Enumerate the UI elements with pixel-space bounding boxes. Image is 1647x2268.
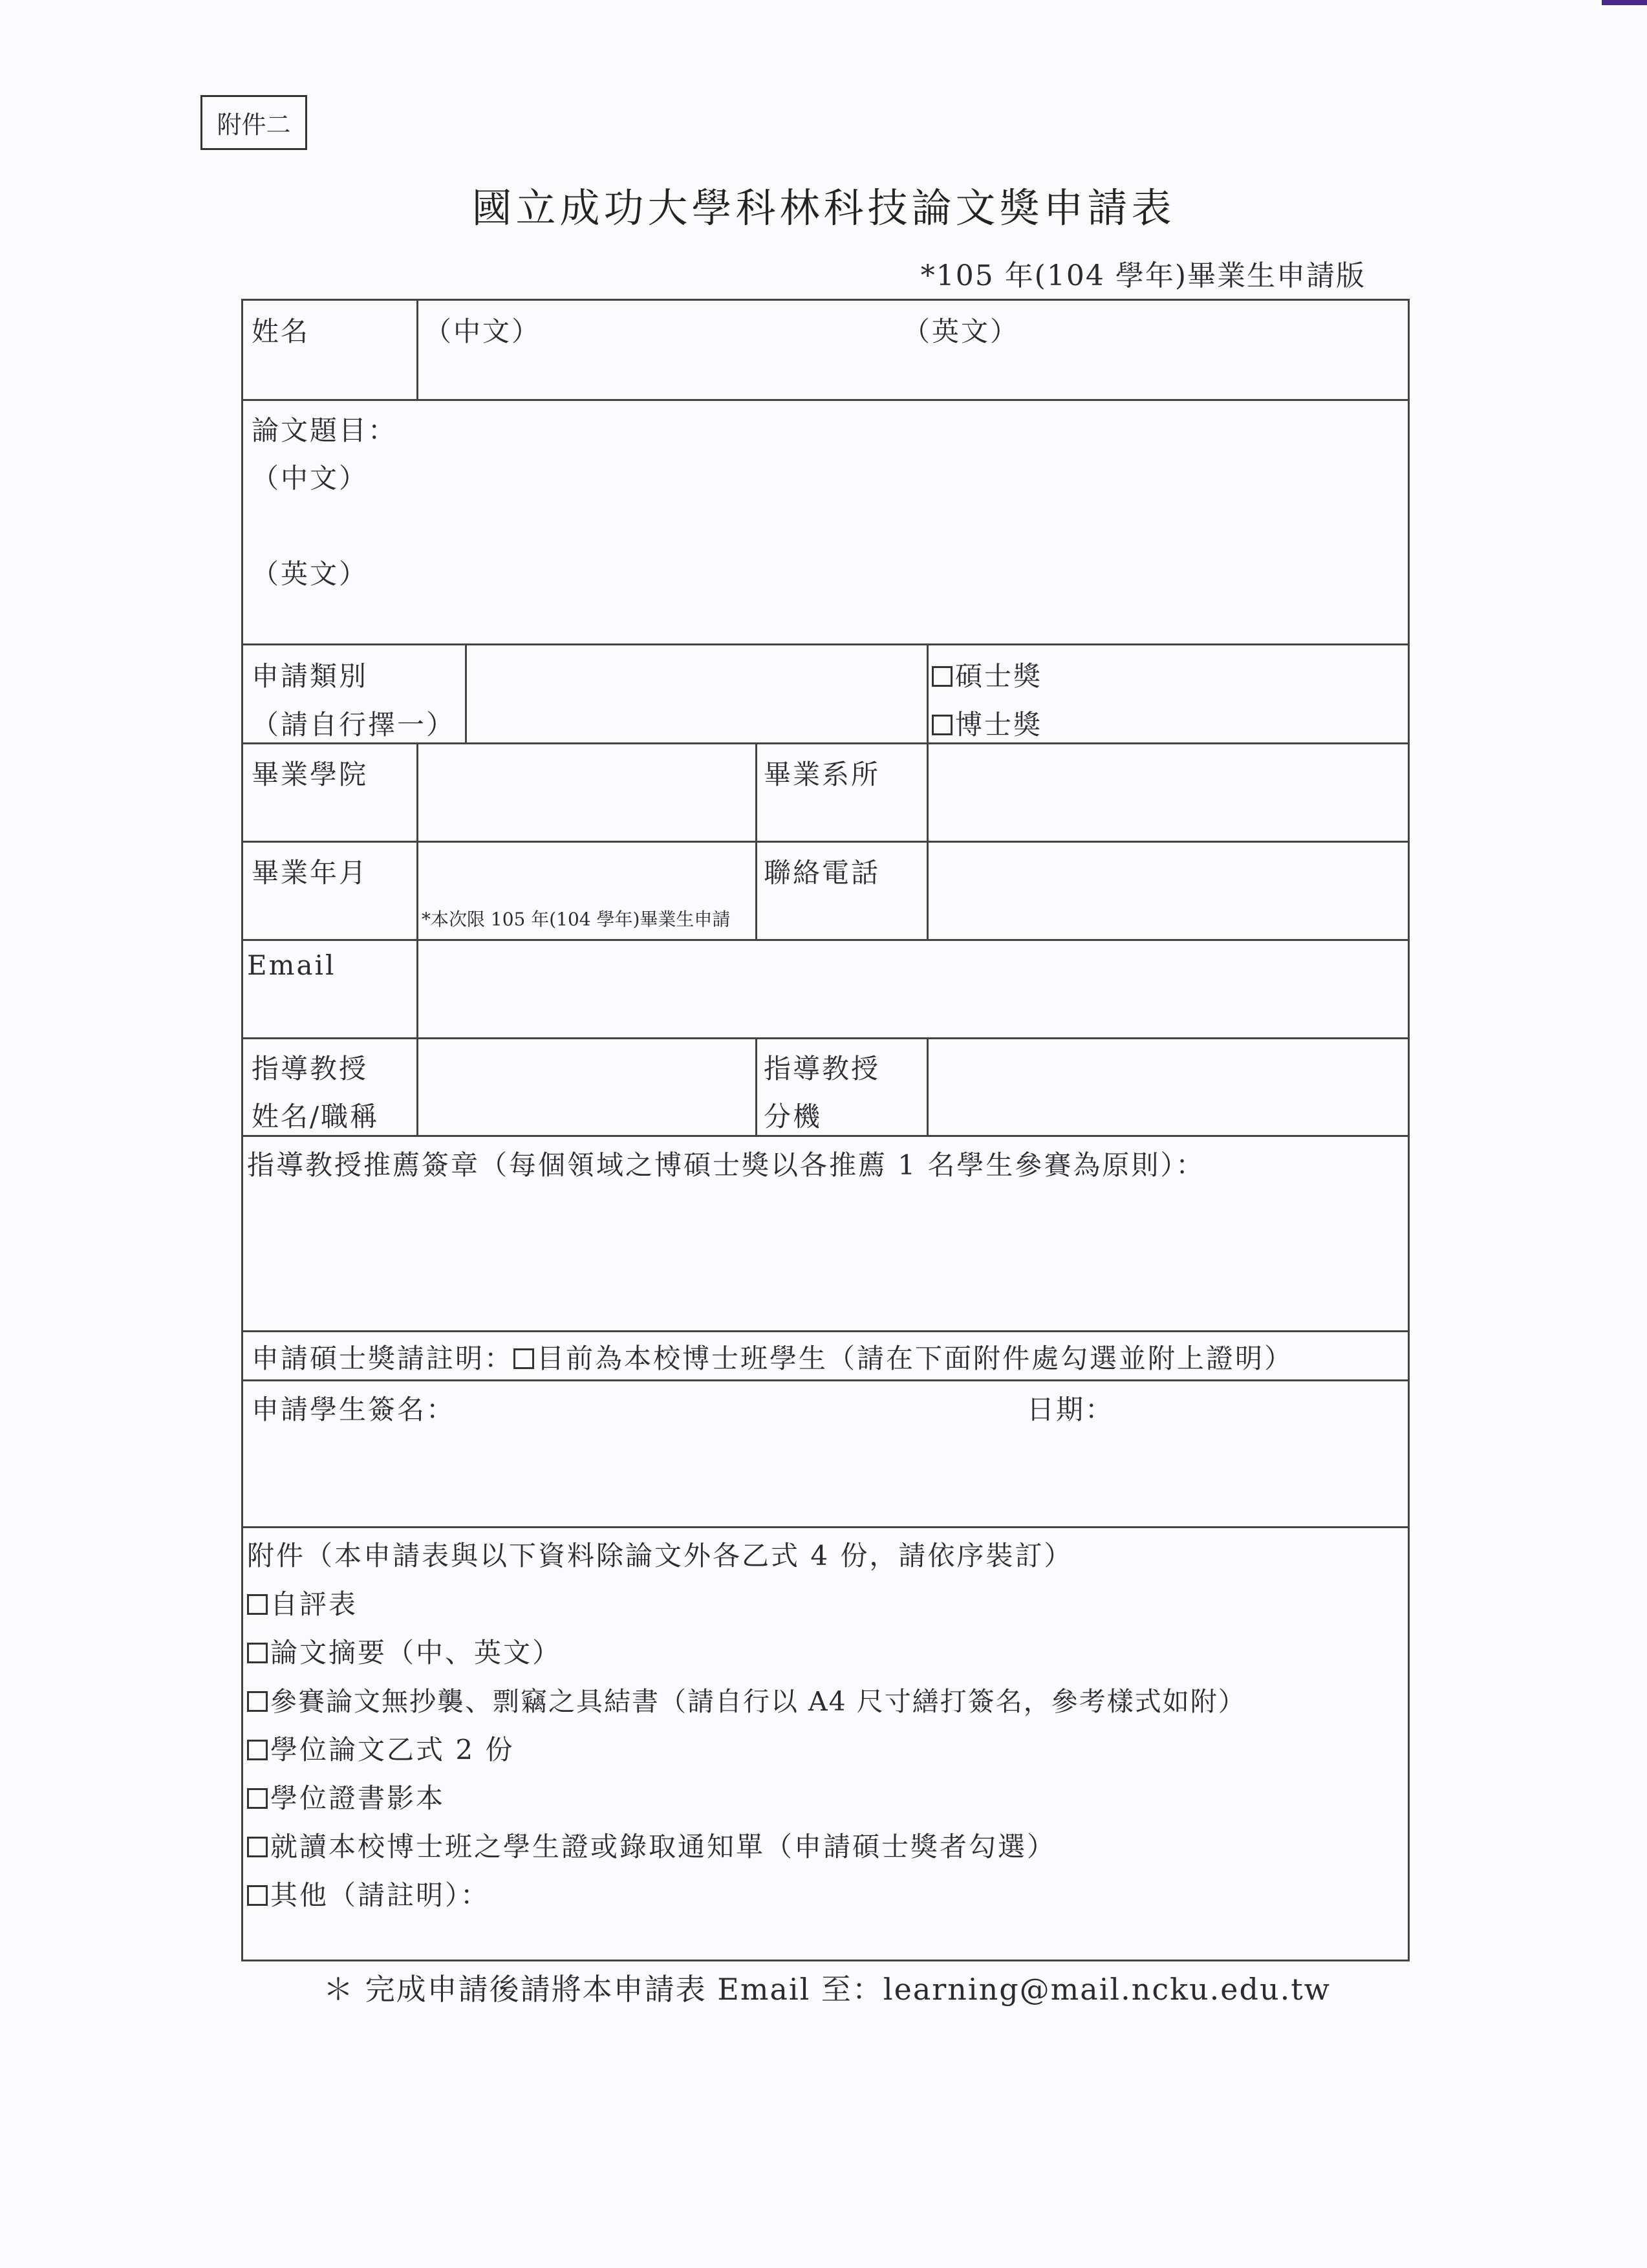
name-chinese-label[interactable]: （中文） [424, 316, 541, 347]
checkbox-icon[interactable] [932, 715, 953, 735]
col-divider [927, 742, 929, 939]
col-divider [927, 1037, 929, 1135]
thesis-title-label: 論文題目： [252, 415, 398, 446]
checkbox-icon[interactable] [247, 1691, 268, 1712]
row-divider [243, 1330, 1408, 1332]
master-note-prefix: 申請碩士獎請註明： [252, 1343, 514, 1374]
attachment-label: 論文摘要（中、英文） [270, 1637, 562, 1669]
checkbox-icon[interactable] [513, 1348, 534, 1369]
doctor-award-label: 博士獎 [955, 709, 1043, 740]
annex-label: 附件二 [200, 95, 307, 150]
submission-note: ＊ 完成申請後請將本申請表 Email 至：learning@mail.ncku.edu.tw [323, 1972, 1331, 2007]
advisor-title-label: 姓名/職稱 [252, 1101, 380, 1132]
attachment-label: 參賽論文無抄襲、剽竊之具結書（請自行以 A4 尺寸繕打簽名，參考樣式如附） [270, 1686, 1246, 1717]
checkbox-icon[interactable] [247, 1885, 268, 1906]
date-label: 日期： [1027, 1394, 1115, 1425]
checkbox-icon[interactable] [247, 1643, 268, 1663]
name-label: 姓名 [252, 316, 310, 347]
attachment-item[interactable] [247, 1729, 514, 1767]
recommendation-label: 指導教授推薦簽章（每個領域之博碩士獎以各推薦 1 名學生參賽為原則）： [247, 1149, 1205, 1181]
form-title: 國立成功大學科林科技論文獎申請表 [471, 184, 1176, 232]
col-divider [416, 742, 418, 1135]
checkbox-icon[interactable] [247, 1594, 268, 1615]
row-divider [243, 1135, 1408, 1137]
thesis-english-label[interactable]: （英文） [252, 558, 369, 590]
master-award-option[interactable] [932, 655, 1042, 694]
attachment-item[interactable] [247, 1874, 490, 1913]
advisor-name-label: 指導教授 [252, 1053, 369, 1085]
advisor-ext-label: 指導教授 [764, 1053, 881, 1085]
application-form [241, 299, 1410, 1961]
category-hint: （請自行擇一） [252, 709, 456, 740]
row-divider [243, 1526, 1408, 1528]
scan-edge-mark [1602, 0, 1647, 5]
attachment-label: 其他（請註明）： [270, 1879, 490, 1911]
row-divider [243, 1379, 1408, 1381]
email-label: Email [247, 949, 336, 981]
checkbox-icon[interactable] [247, 1837, 268, 1857]
checkbox-icon[interactable] [247, 1740, 268, 1760]
attachment-item[interactable] [247, 1632, 561, 1670]
attachment-label: 學位論文乙式 2 份 [270, 1734, 515, 1766]
name-english-label[interactable]: （英文） [903, 316, 1020, 347]
phone-label: 聯絡電話 [764, 857, 881, 889]
attachment-label: 自評表 [270, 1588, 358, 1620]
doctor-award-option[interactable] [932, 704, 1042, 742]
col-divider [416, 301, 418, 399]
master-award-label: 碩士獎 [955, 660, 1043, 692]
attachments-title: 附件（本申請表與以下資料除論文外各乙式 4 份，請依序裝訂） [247, 1540, 1073, 1571]
attachment-item[interactable] [247, 1680, 1246, 1718]
col-divider [465, 643, 467, 742]
row-divider [243, 399, 1408, 401]
attachment-item[interactable] [247, 1583, 358, 1622]
graduation-date-label: 畢業年月 [252, 857, 369, 889]
advisor-ext-label-2: 分機 [764, 1101, 823, 1132]
col-divider [755, 742, 757, 939]
col-divider [755, 1037, 757, 1135]
college-label: 畢業學院 [252, 759, 369, 790]
attachment-label: 就讀本校博士班之學生證或錄取通知單（申請碩士獎者勾選） [270, 1831, 1057, 1863]
graduation-date-note: *本次限 105 年(104 學年)畢業生申請 [422, 909, 731, 930]
master-note-option: 目前為本校博士班學生（請在下面附件處勾選並附上證明） [537, 1343, 1294, 1374]
master-note[interactable] [252, 1337, 1293, 1376]
checkbox-icon[interactable] [247, 1788, 268, 1809]
row-divider [243, 643, 1408, 645]
attachment-item[interactable] [247, 1777, 445, 1816]
department-label: 畢業系所 [764, 759, 881, 790]
category-label: 申請類別 [252, 660, 369, 692]
thesis-chinese-label[interactable]: （中文） [252, 462, 369, 494]
col-divider [927, 643, 929, 742]
attachment-label: 學位證書影本 [270, 1782, 446, 1814]
checkbox-icon[interactable] [932, 666, 953, 687]
edition-note: *105 年(104 學年)畢業生申請版 [920, 259, 1366, 292]
signature-label: 申請學生簽名： [252, 1394, 456, 1425]
attachment-item[interactable] [247, 1826, 1056, 1864]
